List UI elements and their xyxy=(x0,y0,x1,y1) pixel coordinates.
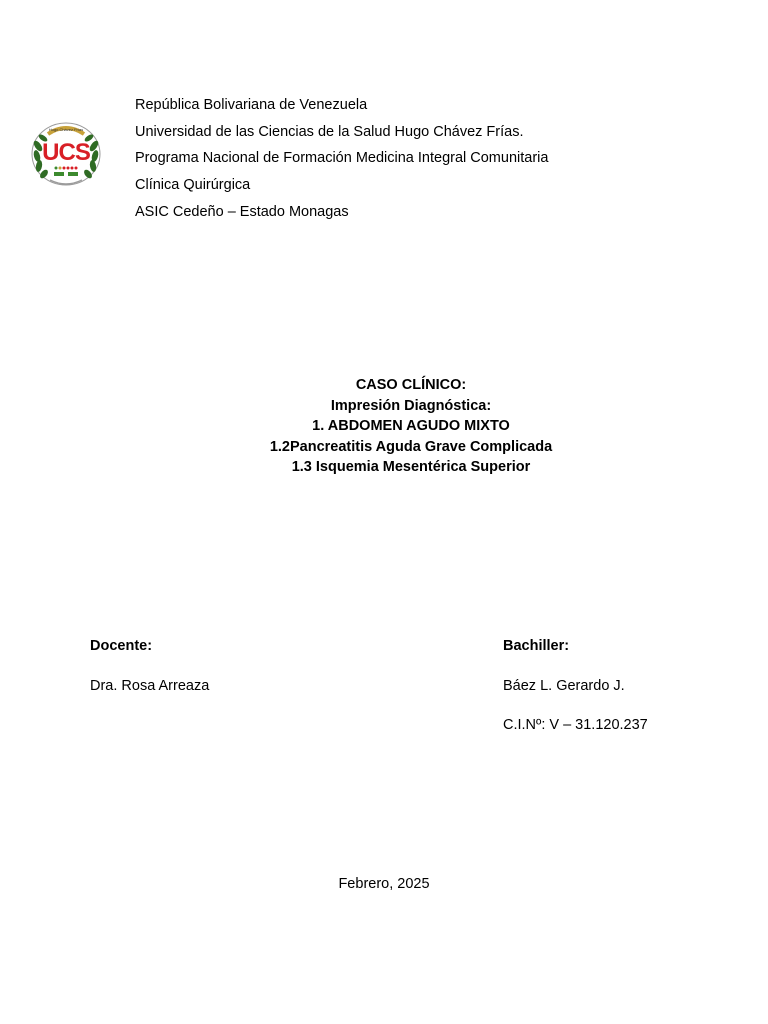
university-logo-icon xyxy=(28,118,104,190)
institution-header xyxy=(135,92,548,225)
bachiller-name: Báez L. Gerardo J. xyxy=(503,678,625,694)
docente-label: Docente: xyxy=(90,638,153,654)
logo-text: UCS xyxy=(42,139,90,166)
bachiller-block xyxy=(503,636,648,735)
header-line-location: ASIC Cedeño – Estado Monagas xyxy=(135,203,349,220)
header-line-country: República Bolivariana de Venezuela xyxy=(135,97,368,113)
bachiller-id: C.I.Nº: V – 31.120.237 xyxy=(503,717,648,733)
case-subtitle: Impresión Diagnóstica: xyxy=(330,397,492,414)
docente-block xyxy=(90,636,209,696)
diagnosis-item: 1.2Pancreatitis Aguda Grave Complicada xyxy=(269,438,553,455)
case-title: CASO CLÍNICO: xyxy=(355,377,467,393)
header-line-university: Universidad de las Ciencias de la Salud Hugo Chávez Frías. xyxy=(135,123,524,140)
diagnosis-item: 1.3 Isquemia Mesentérica Superior xyxy=(291,459,531,475)
header-line-program: Programa Nacional de Formación Medicina Integral Comunitaria xyxy=(135,150,549,167)
logo-arc-text: Hugo Chávez Frías xyxy=(48,127,84,132)
header-line-subject: Clínica Quirúrgica xyxy=(135,177,251,194)
diagnosis-item: 1. ABDOMEN AGUDO MIXTO xyxy=(312,418,510,434)
bachiller-label: Bachiller: xyxy=(503,638,570,654)
university-logo xyxy=(28,118,104,190)
case-title-block xyxy=(0,375,768,478)
document-date: Febrero, 2025 xyxy=(338,876,430,892)
docente-name: Dra. Rosa Arreaza xyxy=(90,678,210,694)
